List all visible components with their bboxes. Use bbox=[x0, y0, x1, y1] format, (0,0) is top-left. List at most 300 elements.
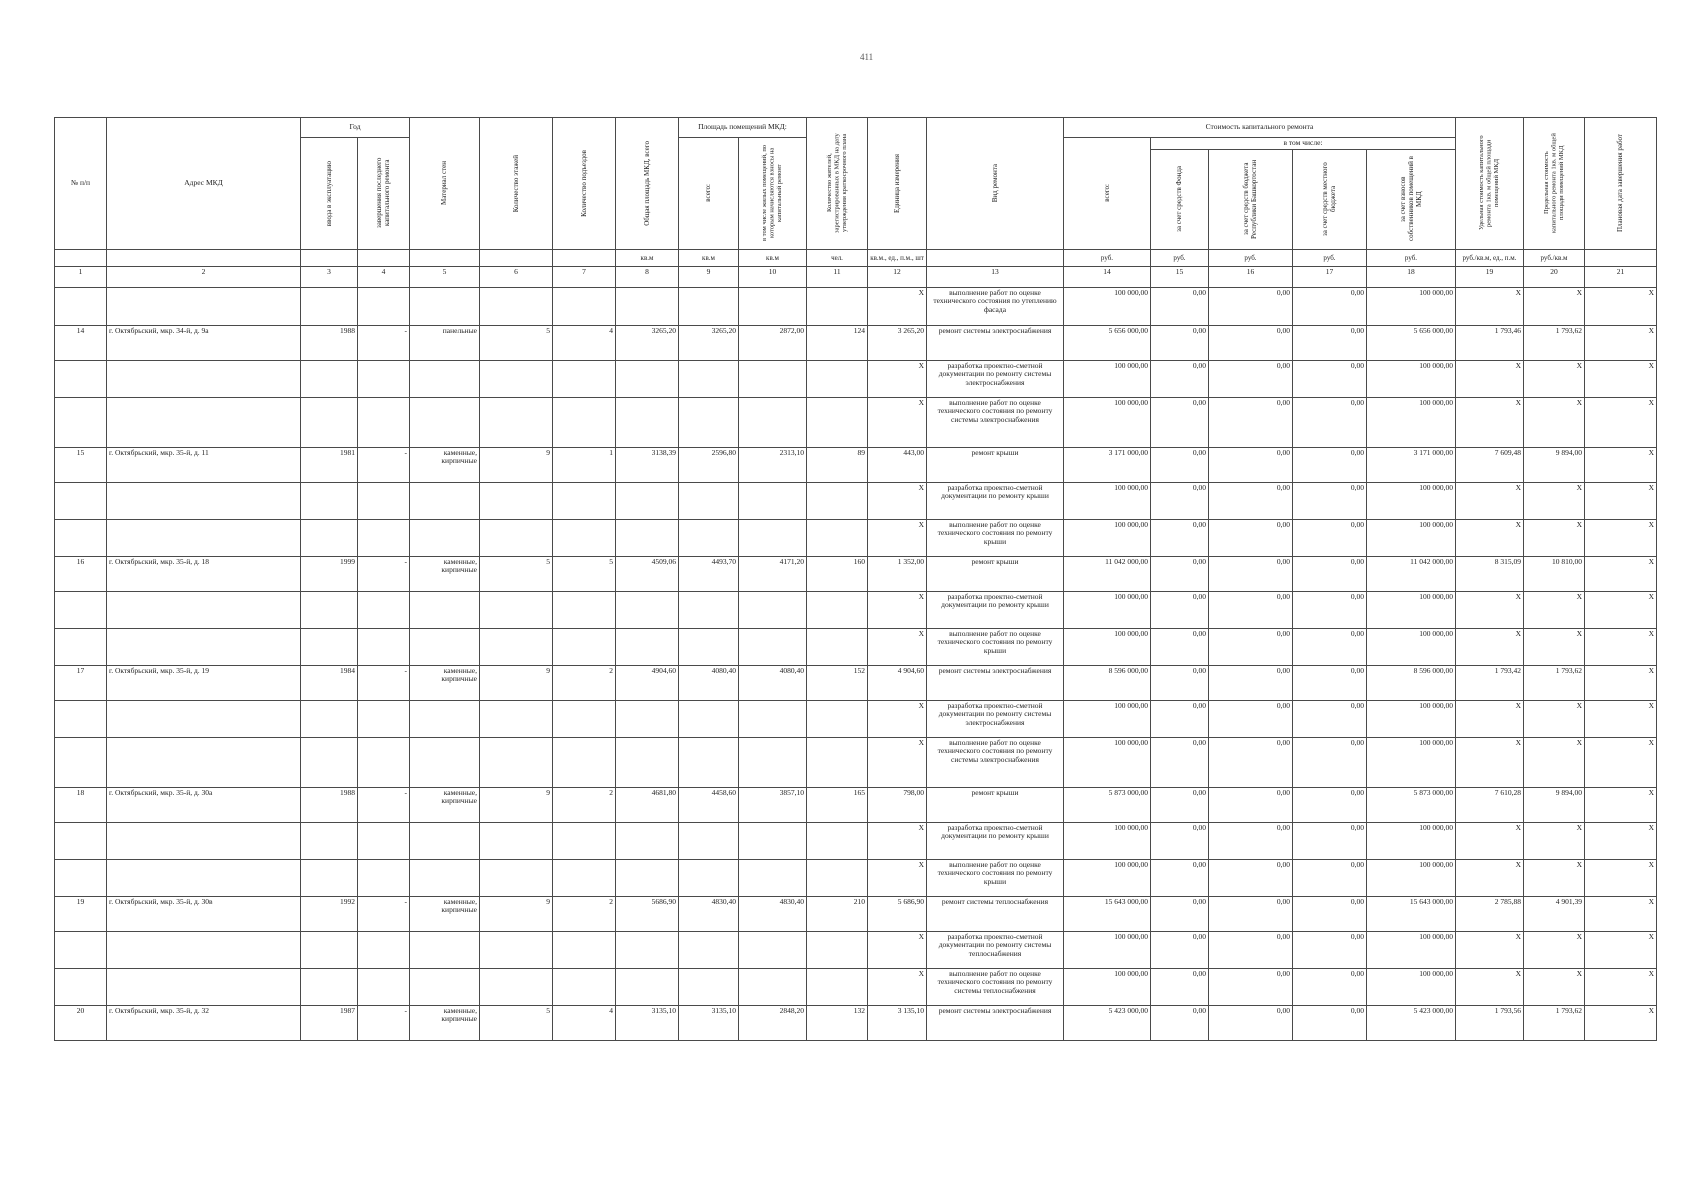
unit-amount-cell: X bbox=[868, 822, 927, 859]
cost-owners-cell: 100 000,00 bbox=[1367, 822, 1456, 859]
year-commission-cell bbox=[301, 482, 358, 519]
year-last-repair-cell: - bbox=[358, 325, 410, 360]
specific-cost-cell: 7 610,28 bbox=[1456, 787, 1524, 822]
year-commission-cell bbox=[301, 737, 358, 787]
limit-cost-cell: X bbox=[1524, 591, 1585, 628]
row-number-cell: 18 bbox=[55, 787, 107, 822]
wall-material-cell bbox=[410, 519, 480, 556]
planned-date-cell: X bbox=[1585, 859, 1657, 896]
year-last-repair-cell bbox=[358, 700, 410, 737]
floors-cell bbox=[480, 859, 553, 896]
unit-amount-cell: X bbox=[868, 519, 927, 556]
row-number-cell bbox=[55, 360, 107, 397]
cost-republic-cell: 0,00 bbox=[1209, 737, 1293, 787]
header-cost-owners: за счет взносов собственников помещений в МКД bbox=[1367, 149, 1456, 249]
specific-cost-cell: 1 793,56 bbox=[1456, 1005, 1524, 1040]
cost-owners-cell: 5 656 000,00 bbox=[1367, 325, 1456, 360]
floors-cell: 9 bbox=[480, 787, 553, 822]
cost-republic-cell: 0,00 bbox=[1209, 397, 1293, 447]
floors-cell bbox=[480, 737, 553, 787]
premises-area-cell bbox=[679, 968, 739, 1005]
floors-cell: 9 bbox=[480, 447, 553, 482]
wall-material-cell: каменные, кирпичные bbox=[410, 896, 480, 931]
residents-cell bbox=[807, 628, 868, 665]
entrances-cell bbox=[553, 737, 616, 787]
column-number: 14 bbox=[1064, 266, 1151, 287]
unit-amount-cell: 1 352,00 bbox=[868, 556, 927, 591]
limit-cost-cell: X bbox=[1524, 968, 1585, 1005]
column-number: 1 bbox=[55, 266, 107, 287]
header-premises-contrib: в том числе жилых помещений, по которым начисляются взносы на капитальный ремонт bbox=[739, 138, 807, 250]
year-commission-cell: 1988 bbox=[301, 787, 358, 822]
total-area-cell: 3265,20 bbox=[616, 325, 679, 360]
residents-cell bbox=[807, 397, 868, 447]
premises-contrib-area-cell: 3857,10 bbox=[739, 787, 807, 822]
specific-cost-cell: X bbox=[1456, 628, 1524, 665]
column-number: 19 bbox=[1456, 266, 1524, 287]
wall-material-cell bbox=[410, 968, 480, 1005]
cost-local-cell: 0,00 bbox=[1293, 287, 1367, 325]
column-number: 3 bbox=[301, 266, 358, 287]
premises-contrib-area-cell bbox=[739, 482, 807, 519]
limit-cost-cell: X bbox=[1524, 628, 1585, 665]
header-cost-republic: за счет средств бюджета Республики Башкортостан bbox=[1209, 149, 1293, 249]
residents-cell bbox=[807, 859, 868, 896]
total-area-cell: 4681,80 bbox=[616, 787, 679, 822]
floors-cell bbox=[480, 360, 553, 397]
address-cell bbox=[107, 822, 301, 859]
total-area-cell bbox=[616, 737, 679, 787]
column-number: 9 bbox=[679, 266, 739, 287]
unit-cell: руб. bbox=[1151, 249, 1209, 266]
cost-fund-cell: 0,00 bbox=[1151, 822, 1209, 859]
limit-cost-cell: 1 793,62 bbox=[1524, 325, 1585, 360]
premises-contrib-area-cell bbox=[739, 628, 807, 665]
residents-cell: 165 bbox=[807, 787, 868, 822]
unit-cell: чел. bbox=[807, 249, 868, 266]
limit-cost-cell: X bbox=[1524, 482, 1585, 519]
row-number-cell: 15 bbox=[55, 447, 107, 482]
cost-local-cell: 0,00 bbox=[1293, 519, 1367, 556]
wall-material-cell: каменные, кирпичные bbox=[410, 1005, 480, 1040]
work-type-cell: выполнение работ по оценке технического состояния по утеплению фасада bbox=[927, 287, 1064, 325]
premises-contrib-area-cell: 2848,20 bbox=[739, 1005, 807, 1040]
address-cell: г. Октябрьский, мкр. 35-й, д. 18 bbox=[107, 556, 301, 591]
planned-date-cell: X bbox=[1585, 287, 1657, 325]
total-area-cell bbox=[616, 591, 679, 628]
limit-cost-cell: 10 810,00 bbox=[1524, 556, 1585, 591]
address-cell: г. Октябрьский, мкр. 35-й, д. 32 bbox=[107, 1005, 301, 1040]
work-type-cell: разработка проектно-сметной документации по ремонту крыши bbox=[927, 591, 1064, 628]
cost-fund-cell: 0,00 bbox=[1151, 968, 1209, 1005]
unit-cell: руб. bbox=[1293, 249, 1367, 266]
table-row bbox=[55, 519, 1657, 556]
cost-local-cell: 0,00 bbox=[1293, 859, 1367, 896]
row-number-cell bbox=[55, 628, 107, 665]
cost-total-cell: 100 000,00 bbox=[1064, 482, 1151, 519]
premises-contrib-area-cell bbox=[739, 931, 807, 968]
cost-total-cell: 5 656 000,00 bbox=[1064, 325, 1151, 360]
row-number-cell bbox=[55, 931, 107, 968]
cost-republic-cell: 0,00 bbox=[1209, 931, 1293, 968]
specific-cost-cell: X bbox=[1456, 360, 1524, 397]
cost-republic-cell: 0,00 bbox=[1209, 325, 1293, 360]
work-type-cell: выполнение работ по оценке технического состояния по ремонту крыши bbox=[927, 859, 1064, 896]
floors-cell: 5 bbox=[480, 1005, 553, 1040]
cost-fund-cell: 0,00 bbox=[1151, 628, 1209, 665]
cost-fund-cell: 0,00 bbox=[1151, 519, 1209, 556]
year-last-repair-cell bbox=[358, 591, 410, 628]
residents-cell bbox=[807, 931, 868, 968]
total-area-cell bbox=[616, 397, 679, 447]
year-commission-cell bbox=[301, 287, 358, 325]
wall-material-cell: каменные, кирпичные bbox=[410, 665, 480, 700]
row-number-cell bbox=[55, 700, 107, 737]
unit-cell: руб./кв.м bbox=[1524, 249, 1585, 266]
header-floors: Количество этажей bbox=[480, 118, 553, 250]
specific-cost-cell: 2 785,88 bbox=[1456, 896, 1524, 931]
cost-local-cell: 0,00 bbox=[1293, 591, 1367, 628]
cost-republic-cell: 0,00 bbox=[1209, 1005, 1293, 1040]
table-row bbox=[55, 787, 1657, 822]
cost-fund-cell: 0,00 bbox=[1151, 325, 1209, 360]
residents-cell bbox=[807, 700, 868, 737]
cost-local-cell: 0,00 bbox=[1293, 968, 1367, 1005]
column-number: 16 bbox=[1209, 266, 1293, 287]
planned-date-cell: X bbox=[1585, 896, 1657, 931]
cost-total-cell: 100 000,00 bbox=[1064, 859, 1151, 896]
cost-total-cell: 100 000,00 bbox=[1064, 628, 1151, 665]
address-cell bbox=[107, 591, 301, 628]
table-row bbox=[55, 397, 1657, 447]
cost-republic-cell: 0,00 bbox=[1209, 287, 1293, 325]
address-cell bbox=[107, 859, 301, 896]
column-number: 5 bbox=[410, 266, 480, 287]
entrances-cell: 1 bbox=[553, 447, 616, 482]
floors-cell bbox=[480, 287, 553, 325]
address-cell bbox=[107, 700, 301, 737]
specific-cost-cell: X bbox=[1456, 822, 1524, 859]
limit-cost-cell: 1 793,62 bbox=[1524, 665, 1585, 700]
column-number: 11 bbox=[807, 266, 868, 287]
premises-area-cell bbox=[679, 628, 739, 665]
cost-fund-cell: 0,00 bbox=[1151, 447, 1209, 482]
specific-cost-cell: X bbox=[1456, 737, 1524, 787]
header-including: в том числе: bbox=[1151, 138, 1456, 150]
unit-cell: кв.м bbox=[739, 249, 807, 266]
total-area-cell bbox=[616, 968, 679, 1005]
header-residents: Количество жителей, зарегистрированных в МКД на дату утверждения краткосрочного плана bbox=[807, 118, 868, 250]
specific-cost-cell: X bbox=[1456, 482, 1524, 519]
limit-cost-cell: 9 894,00 bbox=[1524, 787, 1585, 822]
entrances-cell bbox=[553, 287, 616, 325]
work-type-cell: выполнение работ по оценке технического состояния по ремонту системы электроснабжения bbox=[927, 397, 1064, 447]
cost-owners-cell: 8 596 000,00 bbox=[1367, 665, 1456, 700]
year-commission-cell bbox=[301, 397, 358, 447]
header-num: № п/п bbox=[55, 118, 107, 250]
cost-republic-cell: 0,00 bbox=[1209, 700, 1293, 737]
residents-cell: 89 bbox=[807, 447, 868, 482]
planned-date-cell: X bbox=[1585, 787, 1657, 822]
unit-amount-cell: X bbox=[868, 591, 927, 628]
cost-republic-cell: 0,00 bbox=[1209, 787, 1293, 822]
unit-cell: руб. bbox=[1064, 249, 1151, 266]
cost-republic-cell: 0,00 bbox=[1209, 591, 1293, 628]
header-premises-group: Площадь помещений МКД: bbox=[679, 118, 807, 138]
total-area-cell bbox=[616, 287, 679, 325]
column-number: 10 bbox=[739, 266, 807, 287]
cost-republic-cell: 0,00 bbox=[1209, 628, 1293, 665]
cost-republic-cell: 0,00 bbox=[1209, 896, 1293, 931]
planned-date-cell: X bbox=[1585, 1005, 1657, 1040]
cost-owners-cell: 100 000,00 bbox=[1367, 360, 1456, 397]
year-last-repair-cell: - bbox=[358, 556, 410, 591]
column-number: 6 bbox=[480, 266, 553, 287]
limit-cost-cell: X bbox=[1524, 737, 1585, 787]
cost-total-cell: 100 000,00 bbox=[1064, 968, 1151, 1005]
premises-area-cell bbox=[679, 737, 739, 787]
unit-cell: руб./кв.м, ед., п.м. bbox=[1456, 249, 1524, 266]
floors-cell bbox=[480, 397, 553, 447]
table-row bbox=[55, 700, 1657, 737]
floors-cell: 5 bbox=[480, 325, 553, 360]
residents-cell: 132 bbox=[807, 1005, 868, 1040]
premises-contrib-area-cell bbox=[739, 700, 807, 737]
residents-cell bbox=[807, 287, 868, 325]
planned-date-cell: X bbox=[1585, 397, 1657, 447]
cost-owners-cell: 3 171 000,00 bbox=[1367, 447, 1456, 482]
unit-amount-cell: X bbox=[868, 397, 927, 447]
unit-amount-cell: 443,00 bbox=[868, 447, 927, 482]
residents-cell: 124 bbox=[807, 325, 868, 360]
table-row bbox=[55, 591, 1657, 628]
column-number: 17 bbox=[1293, 266, 1367, 287]
cost-fund-cell: 0,00 bbox=[1151, 482, 1209, 519]
cost-fund-cell: 0,00 bbox=[1151, 896, 1209, 931]
floors-cell bbox=[480, 822, 553, 859]
residents-cell bbox=[807, 482, 868, 519]
floors-cell bbox=[480, 519, 553, 556]
planned-date-cell: X bbox=[1585, 737, 1657, 787]
cost-fund-cell: 0,00 bbox=[1151, 700, 1209, 737]
premises-area-cell: 3265,20 bbox=[679, 325, 739, 360]
address-cell bbox=[107, 931, 301, 968]
entrances-cell bbox=[553, 360, 616, 397]
cost-local-cell: 0,00 bbox=[1293, 896, 1367, 931]
unit-cell: кв.м bbox=[616, 249, 679, 266]
address-cell: г. Октябрьский, мкр. 34-й, д. 9а bbox=[107, 325, 301, 360]
unit-cell: руб. bbox=[1209, 249, 1293, 266]
specific-cost-cell: X bbox=[1456, 931, 1524, 968]
cost-total-cell: 100 000,00 bbox=[1064, 287, 1151, 325]
year-last-repair-cell: - bbox=[358, 447, 410, 482]
planned-date-cell: X bbox=[1585, 628, 1657, 665]
year-commission-cell: 1988 bbox=[301, 325, 358, 360]
year-last-repair-cell bbox=[358, 519, 410, 556]
table-row bbox=[55, 737, 1657, 787]
cost-total-cell: 100 000,00 bbox=[1064, 700, 1151, 737]
year-last-repair-cell: - bbox=[358, 1005, 410, 1040]
entrances-cell bbox=[553, 931, 616, 968]
cost-total-cell: 100 000,00 bbox=[1064, 737, 1151, 787]
residents-cell: 152 bbox=[807, 665, 868, 700]
header-cost-group: Стоимость капитального ремонта bbox=[1064, 118, 1456, 138]
work-type-cell: выполнение работ по оценке технического состояния по ремонту системы теплоснабжения bbox=[927, 968, 1064, 1005]
cost-total-cell: 100 000,00 bbox=[1064, 931, 1151, 968]
cost-owners-cell: 100 000,00 bbox=[1367, 519, 1456, 556]
address-cell bbox=[107, 519, 301, 556]
specific-cost-cell: 8 315,09 bbox=[1456, 556, 1524, 591]
entrances-cell: 2 bbox=[553, 665, 616, 700]
header-unit-measure: Единица измерения bbox=[868, 118, 927, 250]
unit-amount-cell: 4 904,60 bbox=[868, 665, 927, 700]
specific-cost-cell: X bbox=[1456, 397, 1524, 447]
year-last-repair-cell: - bbox=[358, 787, 410, 822]
address-cell bbox=[107, 628, 301, 665]
cost-total-cell: 100 000,00 bbox=[1064, 519, 1151, 556]
specific-cost-cell: X bbox=[1456, 968, 1524, 1005]
row-number-cell bbox=[55, 859, 107, 896]
cost-fund-cell: 0,00 bbox=[1151, 787, 1209, 822]
cost-total-cell: 100 000,00 bbox=[1064, 591, 1151, 628]
row-number-cell bbox=[55, 397, 107, 447]
entrances-cell bbox=[553, 591, 616, 628]
premises-contrib-area-cell bbox=[739, 737, 807, 787]
premises-contrib-area-cell bbox=[739, 591, 807, 628]
column-number: 4 bbox=[358, 266, 410, 287]
limit-cost-cell: X bbox=[1524, 287, 1585, 325]
table-row bbox=[55, 360, 1657, 397]
year-last-repair-cell: - bbox=[358, 896, 410, 931]
premises-area-cell bbox=[679, 859, 739, 896]
planned-date-cell: X bbox=[1585, 556, 1657, 591]
total-area-cell: 4509,06 bbox=[616, 556, 679, 591]
cost-total-cell: 100 000,00 bbox=[1064, 397, 1151, 447]
residents-cell: 210 bbox=[807, 896, 868, 931]
header-cost-total: всего: bbox=[1064, 138, 1151, 250]
year-last-repair-cell bbox=[358, 628, 410, 665]
unit-amount-cell: X bbox=[868, 628, 927, 665]
year-last-repair-cell bbox=[358, 822, 410, 859]
unit-amount-cell: X bbox=[868, 737, 927, 787]
year-commission-cell: 1999 bbox=[301, 556, 358, 591]
cost-republic-cell: 0,00 bbox=[1209, 482, 1293, 519]
limit-cost-cell: X bbox=[1524, 931, 1585, 968]
header-year-commission: ввода в эксплуатацию bbox=[301, 138, 358, 250]
residents-cell bbox=[807, 737, 868, 787]
cost-fund-cell: 0,00 bbox=[1151, 859, 1209, 896]
wall-material-cell bbox=[410, 700, 480, 737]
address-cell bbox=[107, 397, 301, 447]
wall-material-cell: каменные, кирпичные bbox=[410, 787, 480, 822]
entrances-cell: 2 bbox=[553, 787, 616, 822]
table-row bbox=[55, 1005, 1657, 1040]
specific-cost-cell: 7 609,48 bbox=[1456, 447, 1524, 482]
column-number: 7 bbox=[553, 266, 616, 287]
premises-area-cell bbox=[679, 287, 739, 325]
cost-total-cell: 3 171 000,00 bbox=[1064, 447, 1151, 482]
work-type-cell: ремонт крыши bbox=[927, 556, 1064, 591]
limit-cost-cell: X bbox=[1524, 360, 1585, 397]
work-type-cell: разработка проектно-сметной документации по ремонту крыши bbox=[927, 822, 1064, 859]
cost-total-cell: 100 000,00 bbox=[1064, 822, 1151, 859]
premises-area-cell bbox=[679, 397, 739, 447]
premises-area-cell bbox=[679, 931, 739, 968]
year-last-repair-cell bbox=[358, 859, 410, 896]
cost-fund-cell: 0,00 bbox=[1151, 360, 1209, 397]
entrances-cell: 5 bbox=[553, 556, 616, 591]
cost-owners-cell: 100 000,00 bbox=[1367, 737, 1456, 787]
premises-area-cell: 4080,40 bbox=[679, 665, 739, 700]
limit-cost-cell: X bbox=[1524, 822, 1585, 859]
floors-cell bbox=[480, 700, 553, 737]
row-number-cell bbox=[55, 482, 107, 519]
residents-cell: 160 bbox=[807, 556, 868, 591]
cost-local-cell: 0,00 bbox=[1293, 360, 1367, 397]
year-commission-cell bbox=[301, 700, 358, 737]
row-number-cell bbox=[55, 287, 107, 325]
cost-republic-cell: 0,00 bbox=[1209, 360, 1293, 397]
header-total-area: Общая площадь МКД, всего bbox=[616, 118, 679, 250]
cost-republic-cell: 0,00 bbox=[1209, 859, 1293, 896]
floors-cell: 9 bbox=[480, 896, 553, 931]
total-area-cell bbox=[616, 931, 679, 968]
cost-republic-cell: 0,00 bbox=[1209, 447, 1293, 482]
row-number-cell: 20 bbox=[55, 1005, 107, 1040]
wall-material-cell bbox=[410, 482, 480, 519]
cost-local-cell: 0,00 bbox=[1293, 787, 1367, 822]
row-number-cell bbox=[55, 822, 107, 859]
total-area-cell bbox=[616, 859, 679, 896]
floors-cell: 9 bbox=[480, 665, 553, 700]
cost-owners-cell: 100 000,00 bbox=[1367, 859, 1456, 896]
cost-owners-cell: 100 000,00 bbox=[1367, 397, 1456, 447]
planned-date-cell: X bbox=[1585, 665, 1657, 700]
planned-date-cell: X bbox=[1585, 482, 1657, 519]
work-type-cell: разработка проектно-сметной документации по ремонту системы электроснабжения bbox=[927, 700, 1064, 737]
cost-local-cell: 0,00 bbox=[1293, 556, 1367, 591]
premises-area-cell: 4830,40 bbox=[679, 896, 739, 931]
table-row bbox=[55, 287, 1657, 325]
unit-amount-cell: 3 135,10 bbox=[868, 1005, 927, 1040]
address-cell: г. Октябрьский, мкр. 35-й, д. 30в bbox=[107, 896, 301, 931]
premises-contrib-area-cell: 4080,40 bbox=[739, 665, 807, 700]
premises-contrib-area-cell bbox=[739, 287, 807, 325]
address-cell bbox=[107, 482, 301, 519]
total-area-cell: 5686,90 bbox=[616, 896, 679, 931]
wall-material-cell bbox=[410, 287, 480, 325]
planned-date-cell: X bbox=[1585, 591, 1657, 628]
total-area-cell bbox=[616, 482, 679, 519]
cost-fund-cell: 0,00 bbox=[1151, 737, 1209, 787]
wall-material-cell: панельные bbox=[410, 325, 480, 360]
work-type-cell: ремонт крыши bbox=[927, 447, 1064, 482]
residents-cell bbox=[807, 360, 868, 397]
cost-total-cell: 100 000,00 bbox=[1064, 360, 1151, 397]
premises-contrib-area-cell bbox=[739, 859, 807, 896]
cost-owners-cell: 100 000,00 bbox=[1367, 287, 1456, 325]
column-number: 15 bbox=[1151, 266, 1209, 287]
entrances-cell bbox=[553, 968, 616, 1005]
header-cost-fund: за счет средств Фонда bbox=[1151, 149, 1209, 249]
header-entrances: Количество подъездов bbox=[553, 118, 616, 250]
year-last-repair-cell bbox=[358, 737, 410, 787]
residents-cell bbox=[807, 519, 868, 556]
column-number: 20 bbox=[1524, 266, 1585, 287]
unit-amount-cell: X bbox=[868, 360, 927, 397]
total-area-cell bbox=[616, 519, 679, 556]
entrances-cell: 4 bbox=[553, 1005, 616, 1040]
